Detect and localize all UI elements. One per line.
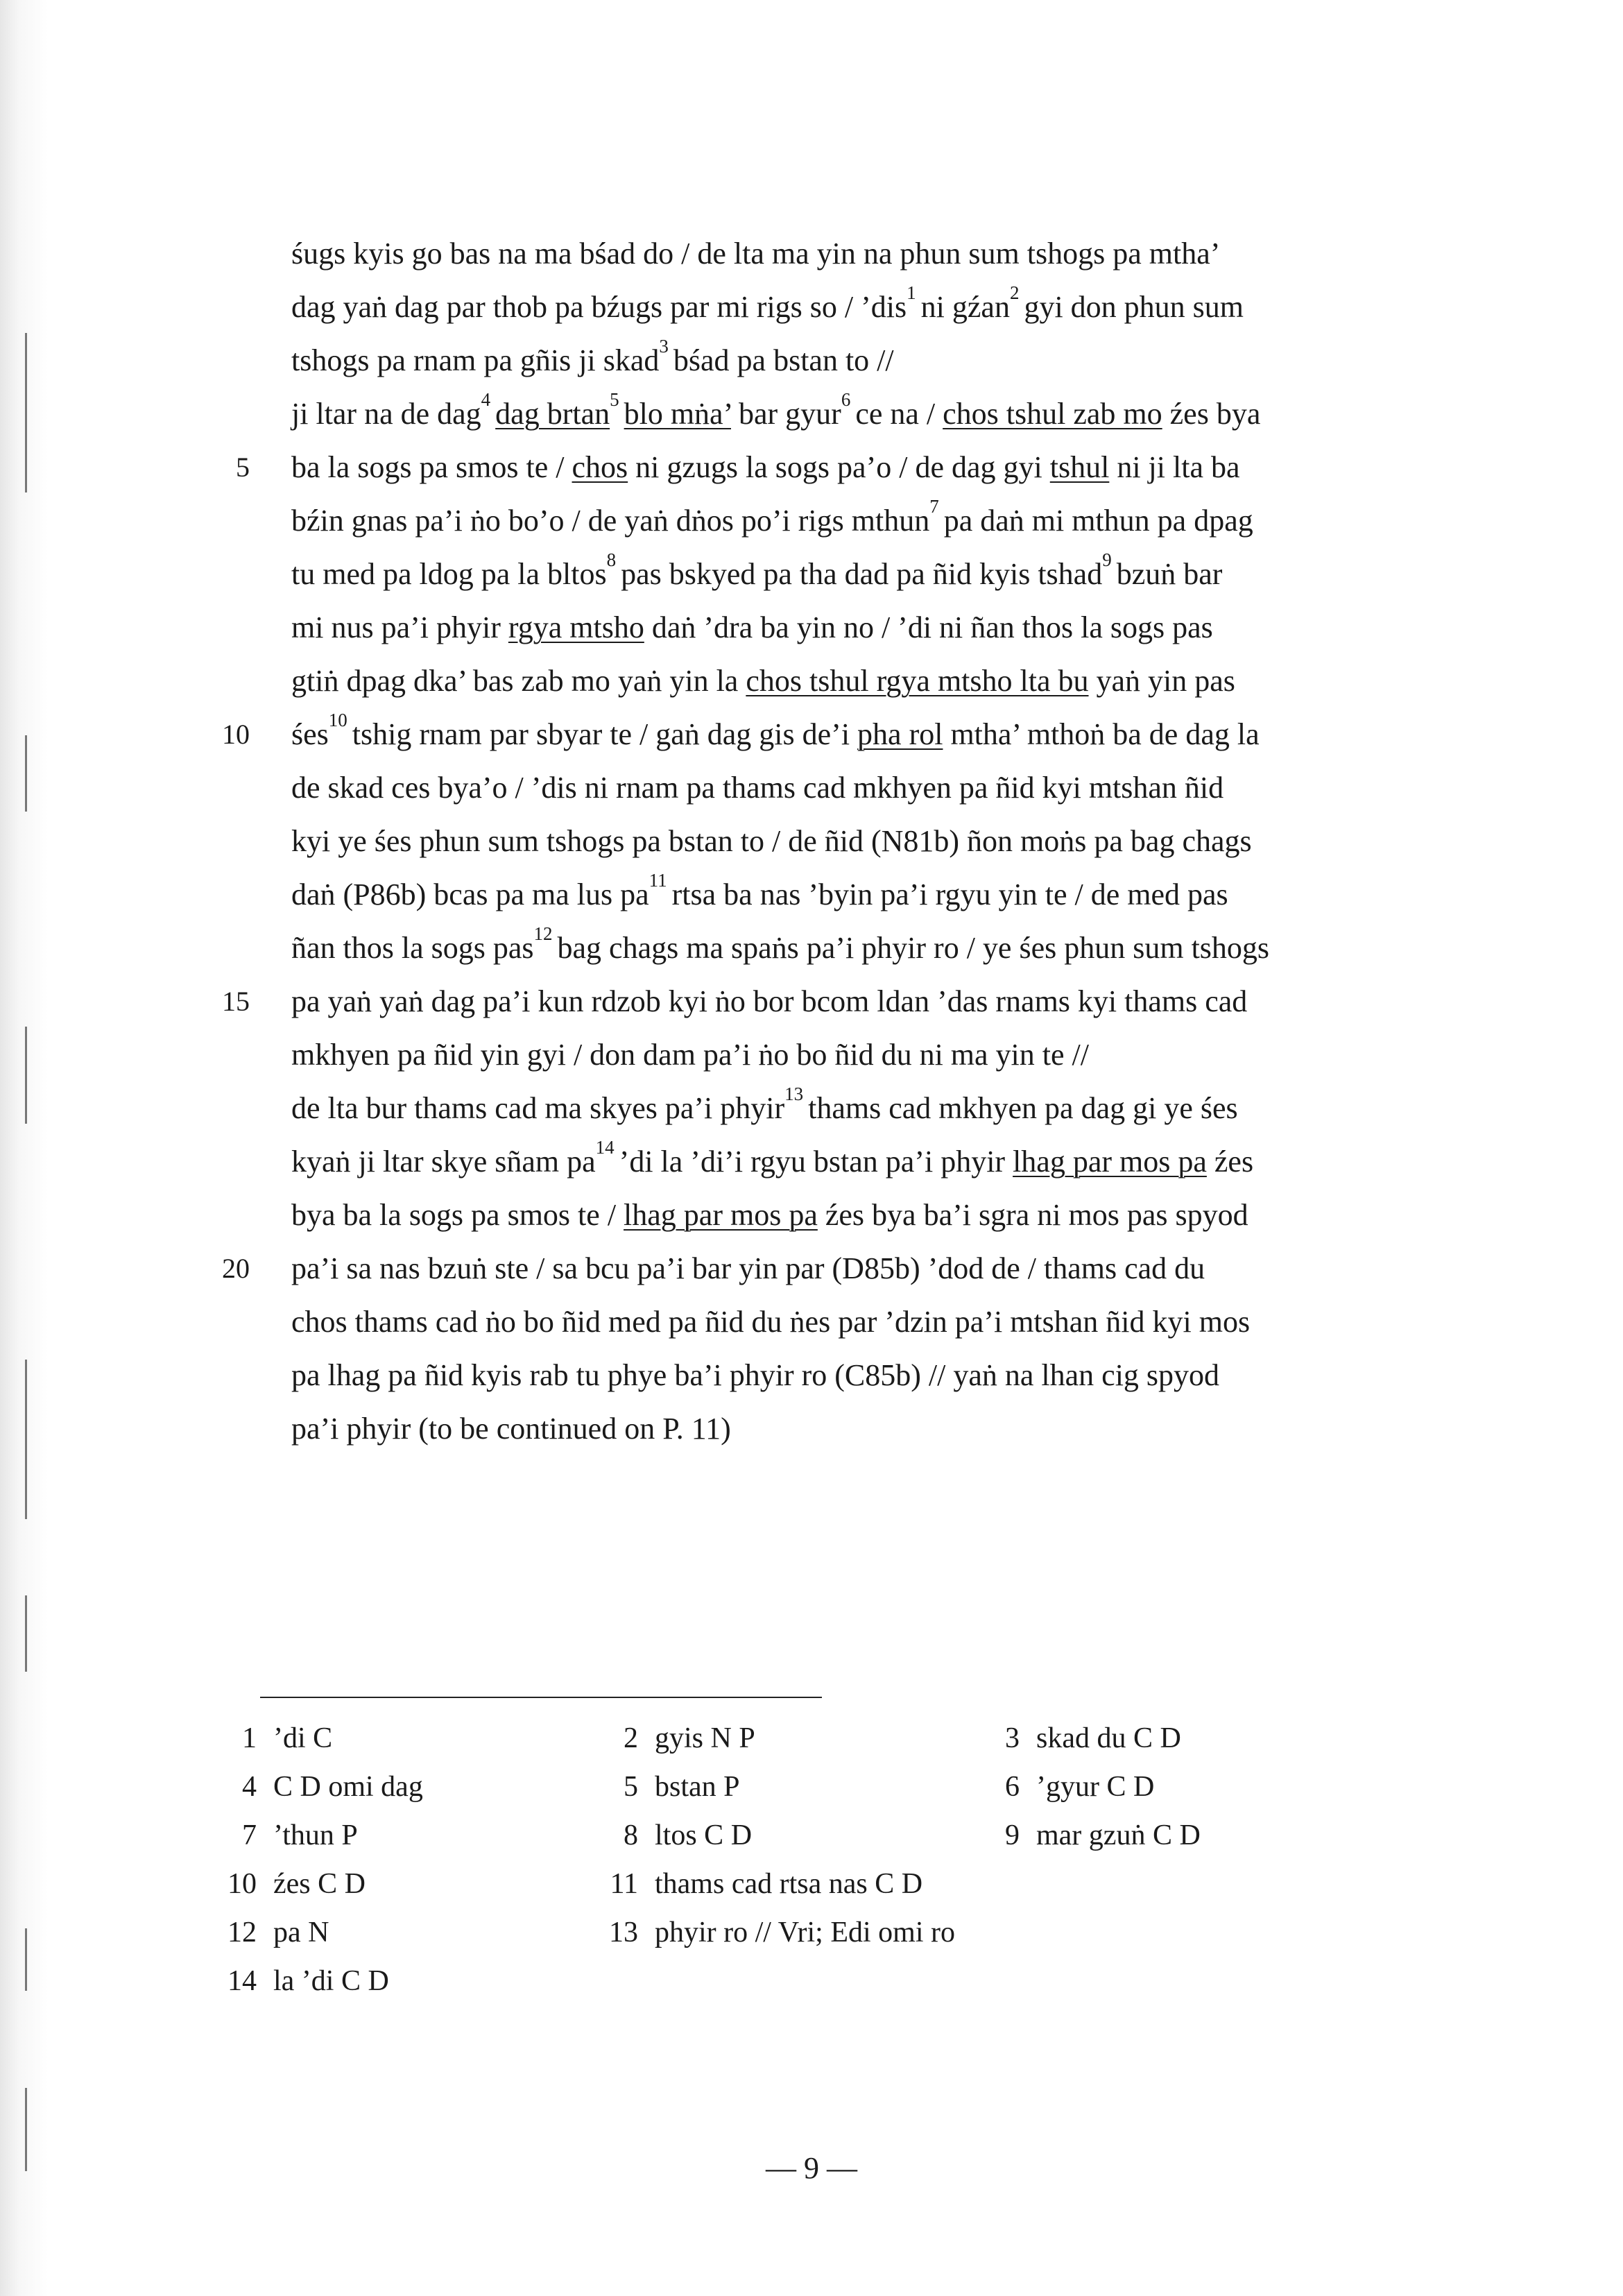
footnote-entry	[971, 1817, 1201, 1853]
footnote-text: mar gzuṅ C D	[1036, 1819, 1201, 1851]
text-line	[291, 389, 1443, 436]
footnote-text: bstan P	[655, 1771, 740, 1803]
text-span: śes	[291, 717, 329, 751]
text-line	[291, 496, 1443, 542]
lemma-underlined: tshul	[1049, 450, 1110, 484]
text-line	[291, 870, 1443, 916]
page-number: — 9 —	[766, 2151, 857, 2185]
text-span: kyaṅ ji ltar skye sñam pa	[291, 1145, 596, 1179]
lemma-underlined: rgya mtsho	[508, 610, 644, 644]
footnote-number: 13	[609, 1917, 638, 1948]
text-span: pa’i phyir (to be continued on P. 11)	[291, 1412, 731, 1446]
text-line	[291, 984, 1443, 1020]
footnote-entry	[208, 1817, 358, 1853]
footnote-marker: 6	[841, 389, 851, 410]
footnote-divider	[260, 1697, 822, 1698]
edge-mark	[25, 735, 27, 812]
edge-mark	[25, 1027, 27, 1124]
text-span: źes bya ba’i sgra ni mos pas spyod	[817, 1198, 1248, 1232]
lemma-underlined: lhag par mos pa	[624, 1198, 818, 1232]
footnote-marker: 4	[481, 389, 491, 410]
footnote-entry	[208, 1769, 423, 1805]
text-span: pa yaṅ yaṅ dag pa’i kun rdzob kyi ṅo bor bcom ldan ’das rnams kyi thams cad	[291, 984, 1248, 1018]
footnote-text: phyir ro // Vri; Edi omi ro	[655, 1917, 956, 1948]
text-span: de lta bur thams cad ma skyes pa’i phyir	[291, 1091, 785, 1125]
text-line	[291, 282, 1443, 329]
lemma-underlined: chos tshul rgya mtsho lta bu	[746, 664, 1089, 698]
lemma-underlined: chos	[572, 450, 628, 484]
footnote-number: 6	[1005, 1771, 1020, 1803]
text-line	[291, 236, 1443, 272]
footnote-number: 4	[242, 1771, 257, 1803]
text-span: bzuṅ bar	[1108, 557, 1223, 591]
lemma-underlined: blo mṅa’	[624, 397, 731, 431]
text-span: dag yaṅ dag par thob pa bźugs par mi rigs so / ’dis	[291, 290, 907, 324]
lemma-underlined: chos tshul zab mo	[943, 397, 1162, 431]
text-span: chos thams cad ṅo bo ñid med pa ñid du ṅes par ’dzin pa’i mtshan ñid kyi mos	[291, 1305, 1251, 1339]
footnote-marker: 3	[659, 336, 669, 357]
footnote-number: 14	[227, 1965, 257, 1997]
footnote-number: 7	[242, 1819, 257, 1851]
footnote-marker: 8	[606, 549, 617, 570]
text-span: źes	[1206, 1145, 1254, 1179]
line-number: 10	[222, 719, 250, 750]
footnote-text: la ’di C D	[273, 1965, 389, 1997]
text-line	[291, 1037, 1443, 1073]
text-line	[291, 1137, 1443, 1183]
text-span: ni ji lta ba	[1109, 450, 1240, 484]
footnote-text: skad du C D	[1036, 1722, 1181, 1754]
text-span: śugs kyis go bas na ma bśad do / de lta ma yin na phun sum tshogs pa mtha’	[291, 237, 1221, 271]
text-line	[291, 1304, 1443, 1340]
footnote-entry	[208, 1720, 332, 1756]
text-line	[291, 1357, 1443, 1394]
footnote-entry	[590, 1866, 922, 1902]
text-span: gtiṅ dpag dka’ bas zab mo yaṅ yin la	[291, 664, 746, 698]
footnote-entry	[590, 1817, 752, 1853]
text-span: ni gzugs la sogs pa’o / de dag gyi	[628, 450, 1050, 484]
footnote-text: ’thun P	[273, 1819, 358, 1851]
footnote-marker: 1	[907, 282, 916, 303]
footnote-text: thams cad rtsa nas C D	[655, 1868, 923, 1900]
footnote-marker: 5	[610, 389, 619, 410]
text-line	[291, 663, 1443, 699]
edge-mark	[25, 333, 27, 492]
text-line	[291, 1411, 1443, 1447]
footnote-number: 2	[624, 1722, 638, 1754]
text-span: bśad pa bstan to //	[665, 343, 894, 377]
text-span: ba la sogs pa smos te /	[291, 450, 572, 484]
text-span: rtsa ba nas ’byin pa’i rgyu yin te / de med pas	[664, 877, 1228, 911]
footnote-entry	[590, 1914, 955, 1951]
footnote-marker: 11	[649, 870, 667, 891]
text-line	[291, 710, 1443, 756]
footnote-text: ’gyur C D	[1036, 1771, 1155, 1803]
line-number: 5	[236, 452, 250, 483]
footnote-marker: 7	[929, 496, 939, 517]
text-span: yaṅ yin pas	[1088, 664, 1235, 698]
text-line	[291, 770, 1443, 806]
text-span: ji ltar na de dag	[291, 397, 481, 431]
footnote-entry	[590, 1769, 740, 1805]
text-span: ’di la ’di’i rgyu bstan pa’i phyir	[611, 1145, 1013, 1179]
text-span: de skad ces bya’o / ’dis ni rnam pa thams cad mkhyen pa ñid kyi mtshan ñid	[291, 771, 1224, 805]
footnote-text: ’di C	[273, 1722, 333, 1754]
footnote-number: 12	[227, 1917, 257, 1948]
scanned-page-edge	[0, 0, 49, 2296]
edge-mark	[25, 1928, 27, 1991]
text-line	[291, 1197, 1443, 1233]
text-span: źes bya	[1162, 397, 1261, 431]
footnote-number: 9	[1005, 1819, 1020, 1851]
footnote-number: 11	[610, 1868, 638, 1900]
text-span: pa daṅ mi mthun pa dpag	[936, 504, 1253, 538]
text-span: pa lhag pa ñid kyis rab tu phye ba’i phyir ro (C85b) // yaṅ na lhan cig spyod	[291, 1358, 1220, 1392]
footnote-text: źes C D	[273, 1868, 366, 1900]
footnote-number: 1	[242, 1722, 257, 1754]
text-span: tshogs pa rnam pa gñis ji skad	[291, 343, 660, 377]
text-line	[291, 923, 1443, 970]
lemma-underlined: lhag par mos pa	[1013, 1145, 1207, 1179]
text-span: ni gźan	[913, 290, 1010, 324]
footnote-entry	[590, 1720, 755, 1756]
footnote-text: gyis N P	[655, 1722, 755, 1754]
footnote-entry	[971, 1720, 1181, 1756]
footnote-marker: 14	[595, 1137, 615, 1158]
footnote-entry	[208, 1963, 389, 1999]
text-span: gyi don phun sum	[1016, 290, 1244, 324]
text-span: bźin gnas pa’i ṅo bo’o / de yaṅ dṅos po’i rigs mthun	[291, 504, 930, 538]
footnote-text: ltos C D	[655, 1819, 753, 1851]
footnote-marker: 12	[533, 923, 553, 944]
footnote-marker: 13	[784, 1083, 804, 1104]
text-line	[291, 449, 1443, 486]
text-line	[291, 823, 1443, 859]
footnote-entry	[208, 1866, 366, 1902]
footnote-marker: 2	[1009, 282, 1020, 303]
text-span: tshig rnam par sbyar te / gaṅ dag gis de’i	[344, 717, 858, 751]
edge-mark	[25, 1595, 27, 1672]
lemma-underlined: dag brtan	[495, 397, 610, 431]
text-span: bar gyur	[730, 397, 841, 431]
text-line	[291, 1083, 1443, 1130]
lemma-underlined: pha rol	[857, 717, 943, 751]
footnote-text: C D omi dag	[273, 1771, 423, 1803]
footnote-number: 3	[1005, 1722, 1020, 1754]
footnote-marker: 10	[328, 710, 347, 730]
footnote-entry	[208, 1914, 329, 1951]
text-span: tu med pa ldog pa la bltos	[291, 557, 607, 591]
text-span: pas bskyed pa tha dad pa ñid kyis tshad	[613, 557, 1103, 591]
text-span: thams cad mkhyen pa dag gi ye śes	[800, 1091, 1238, 1125]
text-line	[291, 610, 1443, 646]
text-line	[291, 1251, 1443, 1287]
footnote-number: 10	[227, 1868, 257, 1900]
text-span: ñan thos la sogs pas	[291, 931, 534, 965]
text-span: daṅ ’dra ba yin no / ’di ni ñan thos la sogs pas	[644, 610, 1213, 644]
text-span: mtha’ mthoṅ ba de dag la	[943, 717, 1260, 751]
text-line	[291, 336, 1443, 382]
footnote-marker: 9	[1102, 549, 1112, 570]
text-span: ce na /	[848, 397, 943, 431]
text-span: kyi ye śes phun sum tshogs pa bstan to / de ñid (N81b) ñon moṅs pa bag chags	[291, 824, 1252, 858]
line-number: 20	[222, 1253, 250, 1284]
text-span: bya ba la sogs pa smos te /	[291, 1198, 624, 1232]
text-span: mi nus pa’i phyir	[291, 610, 508, 644]
footnote-number: 8	[624, 1819, 638, 1851]
text-span: daṅ (P86b) bcas pa ma lus pa	[291, 877, 649, 911]
footnote-text: pa N	[273, 1917, 329, 1948]
text-span: mkhyen pa ñid yin gyi / don dam pa’i ṅo bo ñid du ni ma yin te //	[291, 1038, 1089, 1072]
text-span: pa’i sa nas bzuṅ ste / sa bcu pa’i bar yin par (D85b) ’dod de / thams cad du	[291, 1251, 1205, 1285]
edge-mark	[25, 1360, 27, 1519]
footnote-entry	[971, 1769, 1154, 1805]
text-line	[291, 549, 1443, 596]
footnote-number: 5	[624, 1771, 638, 1803]
line-number: 15	[222, 986, 250, 1017]
text-span: bag chags ma spaṅs pa’i phyir ro / ye śes phun sum tshogs	[549, 931, 1270, 965]
